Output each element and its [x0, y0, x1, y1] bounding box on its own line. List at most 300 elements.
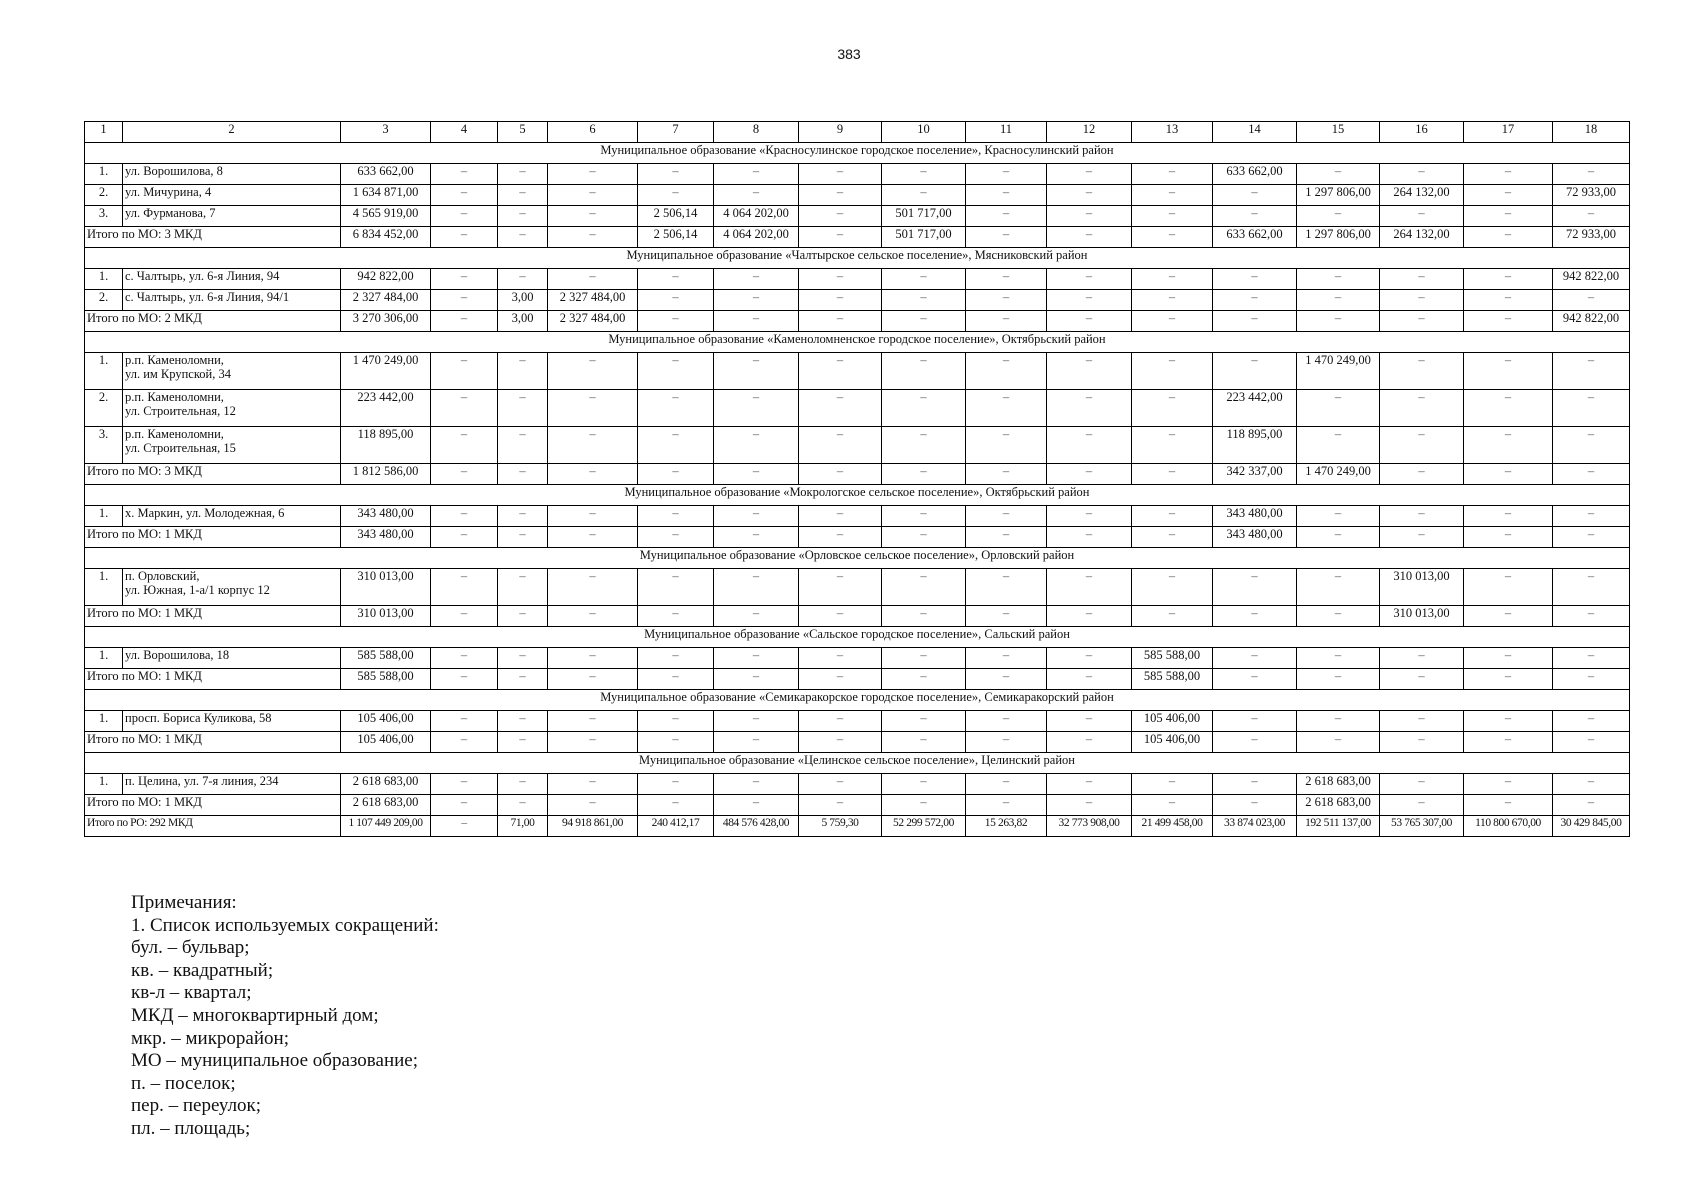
value-cell: – [966, 185, 1047, 206]
subtotal-row [85, 795, 1630, 816]
address-cell: х. Маркин, ул. Молодежная, 6 [123, 506, 341, 527]
value-cell: – [1553, 353, 1630, 390]
value-cell: – [1213, 185, 1297, 206]
note-line: мкр. – микрорайон; [131, 1027, 289, 1049]
value-cell: – [714, 506, 799, 527]
value-cell: – [1297, 606, 1380, 627]
page-number: 383 [837, 46, 861, 62]
notes-heading: Примечания: [131, 892, 237, 913]
value-cell: 52 299 572,00 [882, 816, 966, 837]
value-cell: – [431, 795, 498, 816]
table-row [85, 648, 1630, 669]
value-cell: 105 406,00 [341, 732, 431, 753]
value-cell: – [1380, 290, 1464, 311]
value-cell: 2 506,14 [638, 227, 714, 248]
value-cell: 105 406,00 [1132, 732, 1213, 753]
table-row [85, 774, 1630, 795]
value-cell: – [498, 669, 548, 690]
value-cell: – [799, 669, 882, 690]
row-number: 1. [85, 569, 123, 606]
value-cell: – [498, 569, 548, 606]
value-cell: – [1047, 290, 1132, 311]
subtotal-label: Итого по МО: 1 МКД [85, 606, 341, 627]
value-cell: – [1297, 427, 1380, 464]
address-cell: просп. Бориса Куликова, 58 [123, 711, 341, 732]
value-cell: – [799, 648, 882, 669]
value-cell: – [431, 269, 498, 290]
value-cell: – [498, 732, 548, 753]
address-line: ул. Южная, 1-а/1 корпус 12 [125, 583, 270, 597]
value-cell: – [966, 648, 1047, 669]
value-cell: – [799, 311, 882, 332]
value-cell: – [638, 606, 714, 627]
value-cell: – [714, 732, 799, 753]
value-cell: – [548, 795, 638, 816]
value-cell: – [1553, 606, 1630, 627]
value-cell: – [714, 774, 799, 795]
value-cell: – [548, 648, 638, 669]
section-title-row [85, 143, 1630, 164]
note-line: 1. Список используемых сокращений: [131, 914, 439, 936]
value-cell: – [1213, 732, 1297, 753]
value-cell: – [1464, 227, 1553, 248]
value-cell: – [498, 606, 548, 627]
value-cell: 310 013,00 [341, 606, 431, 627]
address-line: р.п. Каменоломни, [125, 427, 224, 441]
value-cell: – [1132, 290, 1213, 311]
value-cell: – [714, 353, 799, 390]
value-cell: 585 588,00 [1132, 648, 1213, 669]
value-cell: – [1047, 774, 1132, 795]
value-cell: – [799, 269, 882, 290]
column-number-17: 17 [1464, 122, 1553, 143]
value-cell: – [548, 427, 638, 464]
value-cell: – [1380, 669, 1464, 690]
value-cell: 342 337,00 [1213, 464, 1297, 485]
table-row [85, 569, 1630, 606]
row-number: 1. [85, 648, 123, 669]
value-cell: 32 773 908,00 [1047, 816, 1132, 837]
row-number: 1. [85, 269, 123, 290]
value-cell: 343 480,00 [341, 527, 431, 548]
table-row [85, 390, 1630, 427]
value-cell: – [431, 164, 498, 185]
value-cell: – [638, 269, 714, 290]
subtotal-label: Итого по МО: 1 МКД [85, 732, 341, 753]
value-cell: – [1553, 290, 1630, 311]
value-cell: – [548, 227, 638, 248]
value-cell: 1 812 586,00 [341, 464, 431, 485]
table-body [85, 122, 1630, 837]
value-cell: – [431, 527, 498, 548]
value-cell: – [882, 427, 966, 464]
value-cell: 942 822,00 [341, 269, 431, 290]
value-cell: – [431, 648, 498, 669]
value-cell: – [1380, 506, 1464, 527]
value-cell: – [799, 185, 882, 206]
value-cell: – [1464, 164, 1553, 185]
value-cell: – [1380, 390, 1464, 427]
table-row [85, 506, 1630, 527]
value-cell: 240 412,17 [638, 816, 714, 837]
value-cell: – [1297, 732, 1380, 753]
value-cell: – [1132, 311, 1213, 332]
value-cell: – [799, 227, 882, 248]
value-cell: 2 327 484,00 [341, 290, 431, 311]
subtotal-label: Итого по МО: 3 МКД [85, 227, 341, 248]
note-line: п. – поселок; [131, 1072, 236, 1094]
value-cell: – [1464, 390, 1553, 427]
subtotal-row [85, 464, 1630, 485]
note-line: кв. – квадратный; [131, 959, 274, 981]
subtotal-row [85, 732, 1630, 753]
value-cell: 71,00 [498, 816, 548, 837]
value-cell: – [1553, 206, 1630, 227]
value-cell: – [714, 669, 799, 690]
value-cell: – [1464, 732, 1553, 753]
value-cell: – [1297, 711, 1380, 732]
value-cell: 310 013,00 [1380, 606, 1464, 627]
value-cell: – [1380, 464, 1464, 485]
value-cell: – [548, 606, 638, 627]
value-cell: – [638, 464, 714, 485]
value-cell: – [431, 390, 498, 427]
note-line: МКД – многоквартирный дом; [131, 1004, 379, 1026]
value-cell: – [882, 185, 966, 206]
table-row [85, 353, 1630, 390]
address-cell [123, 569, 341, 606]
value-cell: 501 717,00 [882, 227, 966, 248]
value-cell: – [431, 427, 498, 464]
value-cell: – [1464, 648, 1553, 669]
value-cell: – [1297, 669, 1380, 690]
value-cell: – [498, 506, 548, 527]
value-cell: – [1047, 427, 1132, 464]
value-cell: – [1464, 269, 1553, 290]
address-cell [123, 427, 341, 464]
value-cell: – [498, 711, 548, 732]
value-cell: 2 327 484,00 [548, 311, 638, 332]
value-cell: – [1047, 795, 1132, 816]
value-cell: – [548, 464, 638, 485]
value-cell: – [714, 290, 799, 311]
value-cell: – [1047, 648, 1132, 669]
value-cell: – [1380, 732, 1464, 753]
value-cell: – [1213, 569, 1297, 606]
subtotal-label: Итого по МО: 2 МКД [85, 311, 341, 332]
value-cell: – [498, 464, 548, 485]
value-cell: – [966, 569, 1047, 606]
column-number-4: 4 [431, 122, 498, 143]
value-cell: – [1464, 185, 1553, 206]
value-cell: – [1047, 669, 1132, 690]
value-cell: 30 429 845,00 [1553, 816, 1630, 837]
column-number-2: 2 [123, 122, 341, 143]
value-cell: 2 618 683,00 [1297, 795, 1380, 816]
value-cell: – [498, 227, 548, 248]
note-line: кв-л – квартал; [131, 982, 252, 1004]
value-cell: 2 618 683,00 [1297, 774, 1380, 795]
value-cell: – [1380, 527, 1464, 548]
value-cell: 2 506,14 [638, 206, 714, 227]
value-cell: 3,00 [498, 311, 548, 332]
value-cell: – [1380, 648, 1464, 669]
value-cell: – [1047, 353, 1132, 390]
value-cell: 942 822,00 [1553, 269, 1630, 290]
value-cell: 4 064 202,00 [714, 206, 799, 227]
value-cell: – [799, 569, 882, 606]
section-title: Муниципальное образование «Орловское сельское поселение», Орловский район [85, 548, 1630, 569]
value-cell: – [1380, 711, 1464, 732]
value-cell: 585 588,00 [1132, 669, 1213, 690]
value-cell: – [638, 795, 714, 816]
row-number: 1. [85, 711, 123, 732]
value-cell: – [548, 527, 638, 548]
column-number-6: 6 [548, 122, 638, 143]
row-number: 2. [85, 290, 123, 311]
value-cell: 585 588,00 [341, 648, 431, 669]
section-title-row [85, 248, 1630, 269]
value-cell: – [431, 290, 498, 311]
value-cell: – [1047, 164, 1132, 185]
value-cell: – [431, 185, 498, 206]
value-cell: 2 327 484,00 [548, 290, 638, 311]
address-cell: п. Целина, ул. 7-я линия, 234 [123, 774, 341, 795]
value-cell: – [799, 795, 882, 816]
value-cell: – [1464, 527, 1553, 548]
table-row [85, 711, 1630, 732]
value-cell: – [714, 711, 799, 732]
value-cell: – [1297, 569, 1380, 606]
value-cell: – [966, 390, 1047, 427]
value-cell: – [548, 732, 638, 753]
section-title-row [85, 332, 1630, 353]
value-cell: – [1553, 669, 1630, 690]
housing-repair-table [84, 121, 1630, 837]
value-cell: 53 765 307,00 [1380, 816, 1464, 837]
value-cell: – [431, 464, 498, 485]
value-cell: – [1132, 606, 1213, 627]
value-cell: – [1553, 569, 1630, 606]
value-cell: – [638, 290, 714, 311]
row-number: 1. [85, 164, 123, 185]
value-cell: – [1047, 185, 1132, 206]
column-number-1: 1 [85, 122, 123, 143]
subtotal-label: Итого по МО: 1 МКД [85, 669, 341, 690]
value-cell: – [1464, 795, 1553, 816]
value-cell: 5 759,30 [799, 816, 882, 837]
value-cell: – [1213, 795, 1297, 816]
value-cell: – [714, 311, 799, 332]
value-cell: 21 499 458,00 [1132, 816, 1213, 837]
value-cell: 33 874 023,00 [1213, 816, 1297, 837]
value-cell: – [1297, 269, 1380, 290]
column-number-13: 13 [1132, 122, 1213, 143]
section-title-row [85, 690, 1630, 711]
header-row [85, 122, 1630, 143]
value-cell: – [714, 527, 799, 548]
row-number: 1. [85, 353, 123, 390]
value-cell: – [799, 527, 882, 548]
address-line: ул. Строительная, 15 [125, 441, 236, 455]
value-cell: – [1553, 464, 1630, 485]
value-cell: 1 297 806,00 [1297, 227, 1380, 248]
value-cell: – [431, 206, 498, 227]
table-row [85, 185, 1630, 206]
value-cell: – [431, 353, 498, 390]
value-cell: – [799, 164, 882, 185]
row-number: 3. [85, 427, 123, 464]
value-cell: – [714, 185, 799, 206]
value-cell: – [548, 774, 638, 795]
value-cell: – [1132, 795, 1213, 816]
row-number: 2. [85, 185, 123, 206]
value-cell: 110 800 670,00 [1464, 816, 1553, 837]
value-cell: 264 132,00 [1380, 227, 1464, 248]
note-line: пл. – площадь; [131, 1117, 251, 1139]
value-cell: 633 662,00 [1213, 227, 1297, 248]
subtotal-row [85, 311, 1630, 332]
value-cell: 1 470 249,00 [1297, 464, 1380, 485]
note-line: бул. – бульвар; [131, 937, 250, 959]
value-cell: – [882, 464, 966, 485]
value-cell: – [1553, 390, 1630, 427]
value-cell: 1 107 449 209,00 [341, 816, 431, 837]
section-title: Муниципальное образование «Красносулинское городское поселение», Красносулинский район [85, 143, 1630, 164]
value-cell: 1 470 249,00 [341, 353, 431, 390]
value-cell: – [799, 732, 882, 753]
address-cell: ул. Ворошилова, 18 [123, 648, 341, 669]
column-number-8: 8 [714, 122, 799, 143]
value-cell: – [714, 569, 799, 606]
value-cell: – [1464, 353, 1553, 390]
value-cell: – [1380, 269, 1464, 290]
value-cell: – [431, 774, 498, 795]
value-cell: – [966, 711, 1047, 732]
value-cell: – [799, 464, 882, 485]
value-cell: – [714, 269, 799, 290]
value-cell: – [638, 648, 714, 669]
value-cell: – [431, 569, 498, 606]
value-cell: – [1553, 774, 1630, 795]
value-cell: – [548, 569, 638, 606]
value-cell: – [1553, 506, 1630, 527]
value-cell: – [1213, 606, 1297, 627]
value-cell: – [498, 164, 548, 185]
value-cell: – [1213, 269, 1297, 290]
value-cell: – [882, 774, 966, 795]
value-cell: 6 834 452,00 [341, 227, 431, 248]
value-cell: 310 013,00 [341, 569, 431, 606]
value-cell: – [1380, 353, 1464, 390]
value-cell: – [1297, 648, 1380, 669]
value-cell: – [966, 353, 1047, 390]
column-number-18: 18 [1553, 122, 1630, 143]
value-cell: – [431, 506, 498, 527]
value-cell: – [1380, 774, 1464, 795]
value-cell: – [1047, 464, 1132, 485]
column-number-7: 7 [638, 122, 714, 143]
value-cell: – [1213, 206, 1297, 227]
value-cell: – [1297, 290, 1380, 311]
value-cell: – [714, 464, 799, 485]
value-cell: – [638, 732, 714, 753]
subtotal-label: Итого по МО: 1 МКД [85, 795, 341, 816]
value-cell: 501 717,00 [882, 206, 966, 227]
value-cell: – [1132, 427, 1213, 464]
value-cell: – [714, 795, 799, 816]
value-cell: – [638, 569, 714, 606]
value-cell: – [548, 206, 638, 227]
value-cell: – [1213, 711, 1297, 732]
value-cell: – [548, 711, 638, 732]
value-cell: – [1464, 290, 1553, 311]
value-cell: – [1047, 606, 1132, 627]
column-number-12: 12 [1047, 122, 1132, 143]
subtotal-row [85, 527, 1630, 548]
value-cell: – [638, 353, 714, 390]
value-cell: – [966, 227, 1047, 248]
value-cell: 118 895,00 [341, 427, 431, 464]
section-title-row [85, 485, 1630, 506]
value-cell: – [1132, 774, 1213, 795]
section-title: Муниципальное образование «Чалтырское сельское поселение», Мясниковский район [85, 248, 1630, 269]
value-cell: – [1213, 648, 1297, 669]
value-cell: – [714, 164, 799, 185]
value-cell: – [1047, 711, 1132, 732]
value-cell: 223 442,00 [1213, 390, 1297, 427]
value-cell: – [966, 427, 1047, 464]
subtotal-row [85, 606, 1630, 627]
subtotal-label: Итого по МО: 3 МКД [85, 464, 341, 485]
value-cell: – [1464, 506, 1553, 527]
value-cell: 585 588,00 [341, 669, 431, 690]
value-cell: – [966, 464, 1047, 485]
column-number-14: 14 [1213, 122, 1297, 143]
column-number-9: 9 [799, 122, 882, 143]
value-cell: – [966, 311, 1047, 332]
value-cell: – [431, 711, 498, 732]
value-cell: 4 565 919,00 [341, 206, 431, 227]
value-cell: 105 406,00 [1132, 711, 1213, 732]
value-cell: 72 933,00 [1553, 227, 1630, 248]
value-cell: – [882, 269, 966, 290]
value-cell: – [431, 816, 498, 837]
row-number: 1. [85, 774, 123, 795]
value-cell: 94 918 861,00 [548, 816, 638, 837]
value-cell: – [431, 732, 498, 753]
value-cell: – [638, 185, 714, 206]
value-cell: – [498, 795, 548, 816]
value-cell: – [1297, 164, 1380, 185]
value-cell: – [1132, 185, 1213, 206]
value-cell: – [1047, 732, 1132, 753]
value-cell: – [431, 606, 498, 627]
notes-block [131, 892, 439, 1141]
value-cell: – [799, 353, 882, 390]
address-cell: ул. Ворошилова, 8 [123, 164, 341, 185]
value-cell: – [498, 185, 548, 206]
value-cell: – [799, 606, 882, 627]
value-cell: – [638, 164, 714, 185]
value-cell: – [882, 648, 966, 669]
column-number-11: 11 [966, 122, 1047, 143]
grand-total-row [85, 816, 1630, 837]
value-cell: – [498, 390, 548, 427]
value-cell: – [1213, 669, 1297, 690]
address-cell: с. Чалтырь, ул. 6-я Линия, 94/1 [123, 290, 341, 311]
address-cell [123, 353, 341, 390]
